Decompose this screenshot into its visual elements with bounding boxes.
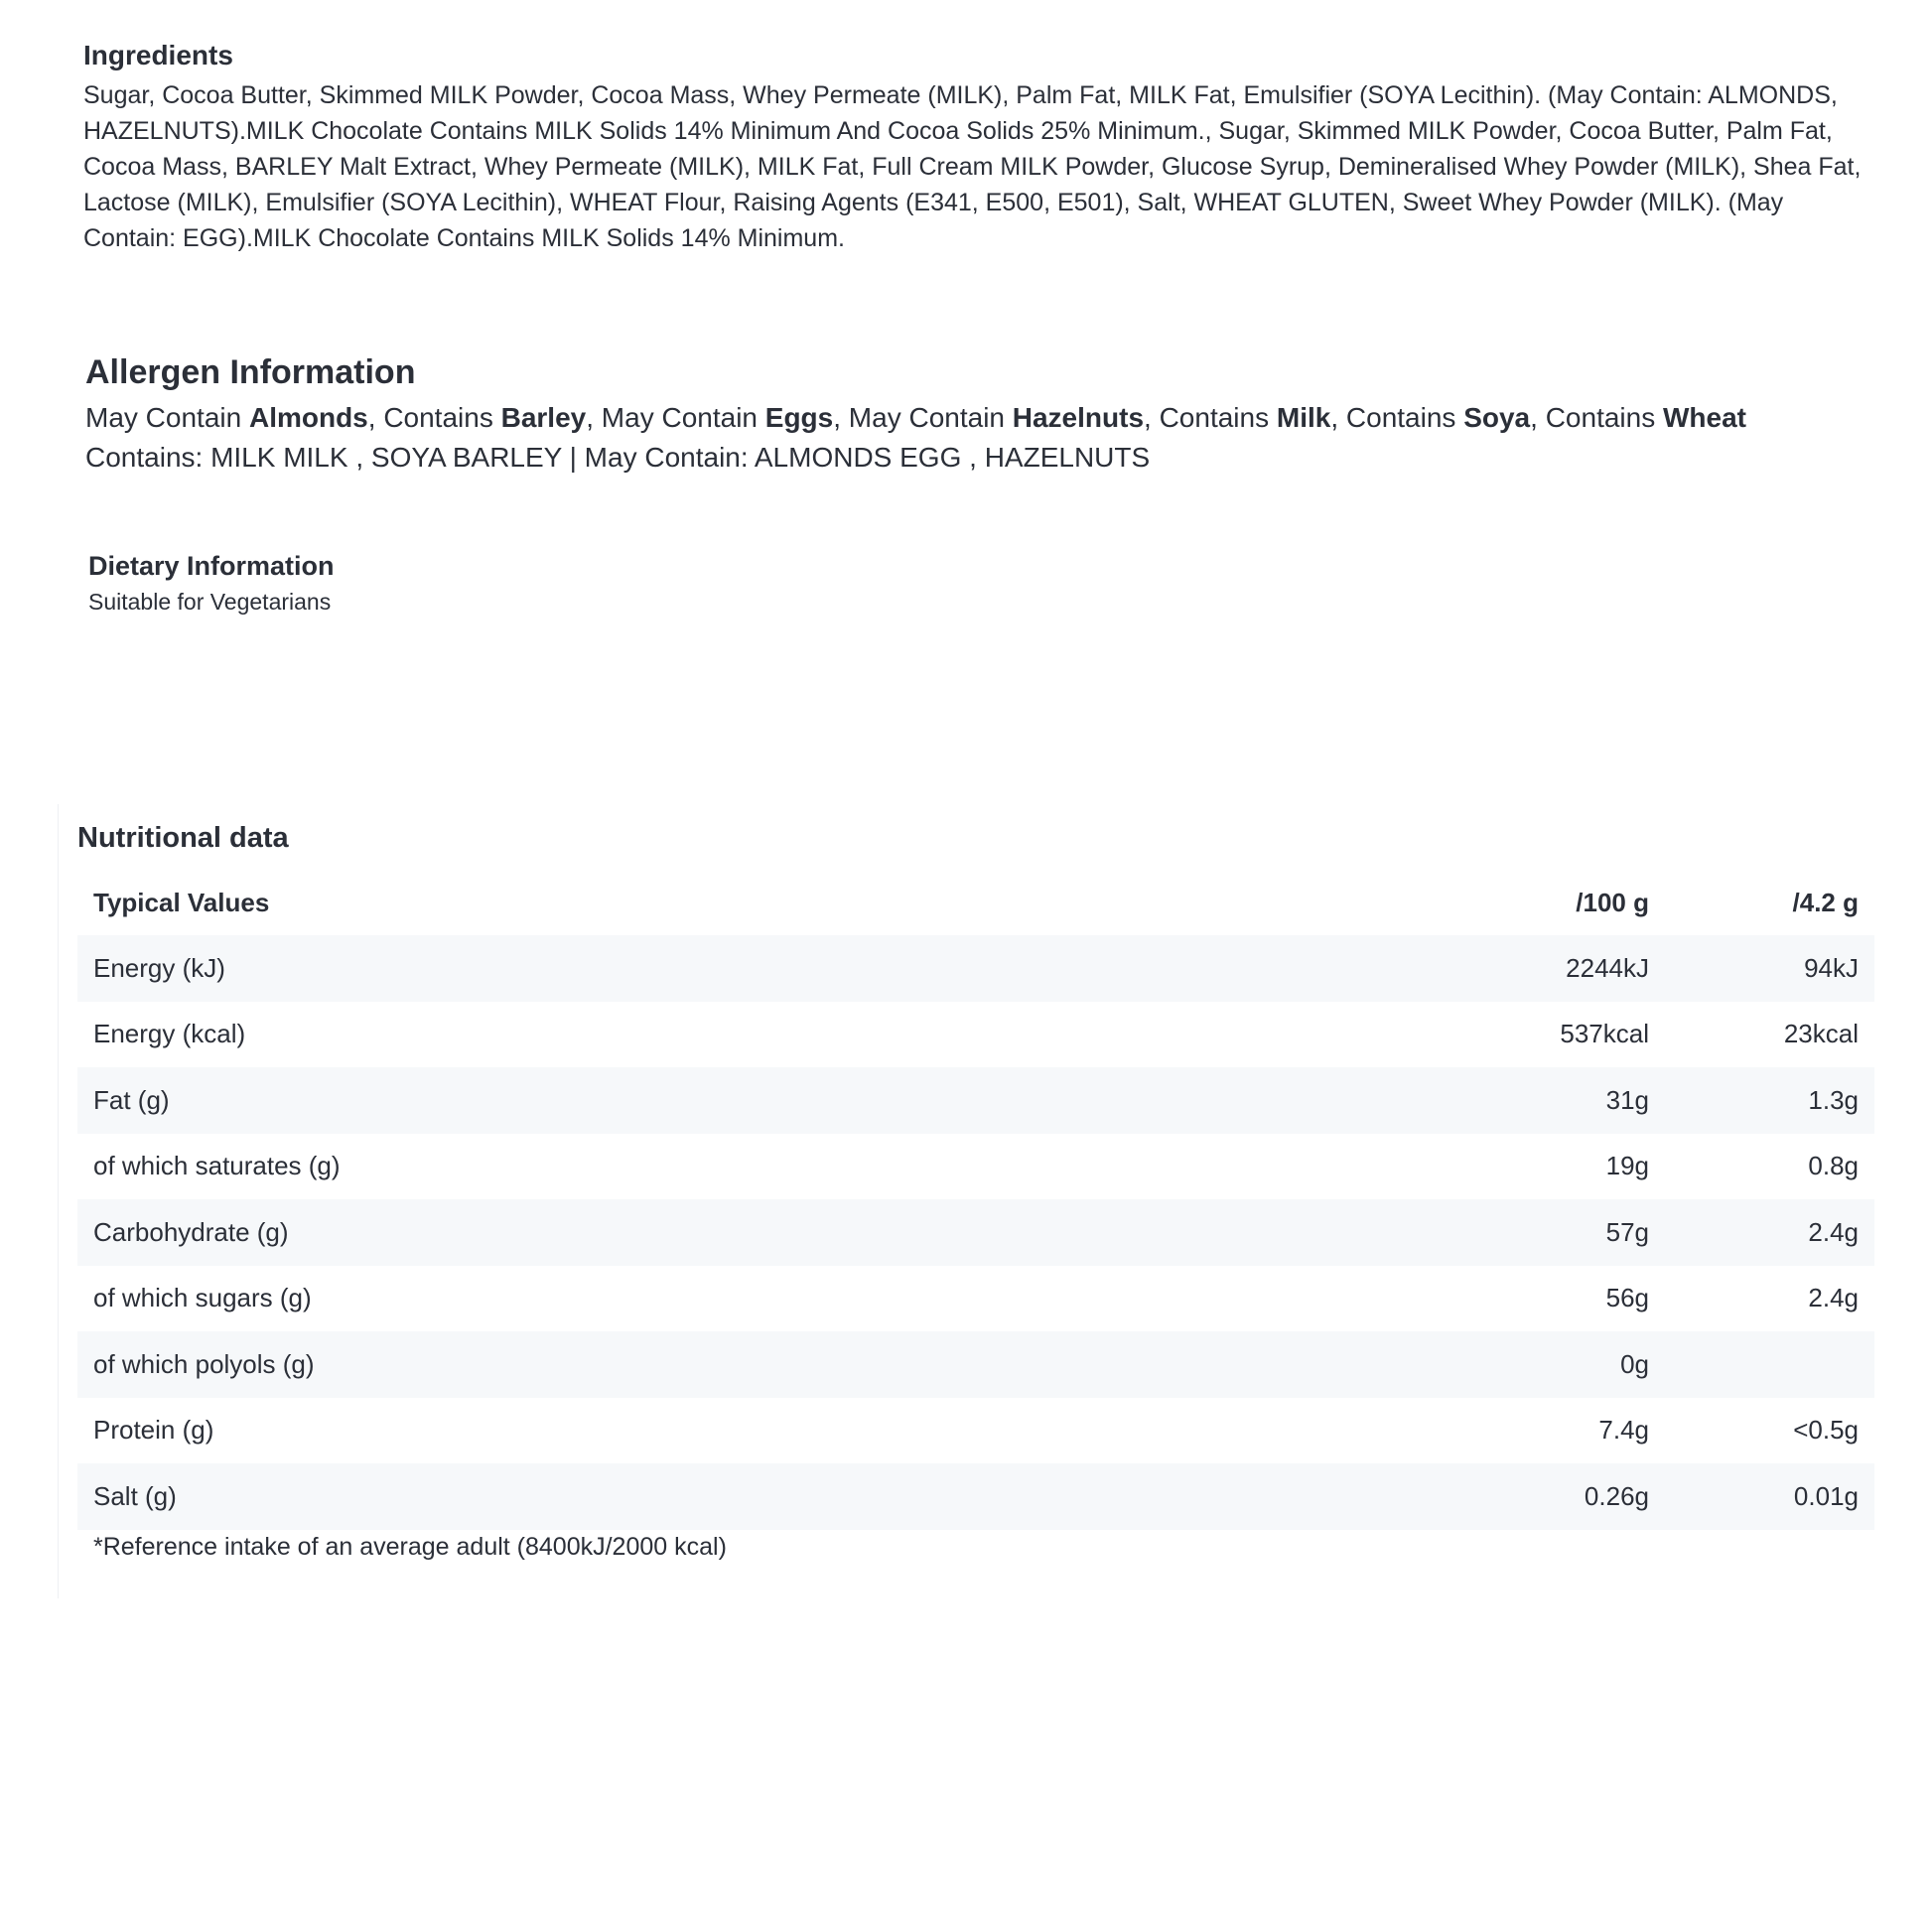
table-row <box>77 1463 1874 1530</box>
table-row <box>77 1266 1874 1332</box>
nutrition-title: Nutritional data <box>77 822 289 854</box>
row-label: Protein (g) <box>93 1415 214 1446</box>
row-per-100g: 2244kJ <box>1566 952 1649 983</box>
row-label: of which sugars (g) <box>93 1283 312 1313</box>
row-per-100g: 0g <box>1620 1348 1649 1379</box>
row-per-100g: 19g <box>1605 1151 1649 1181</box>
allergen-item: Contains Milk, <box>1159 402 1346 433</box>
row-per-serving: 2.4g <box>1808 1283 1859 1313</box>
table-row <box>77 1067 1874 1134</box>
dietary-section <box>88 551 883 618</box>
row-per-serving: 23kcal <box>1783 1019 1859 1049</box>
table-row <box>77 935 1874 1002</box>
allergen-item: Contains Wheat <box>1545 402 1746 433</box>
header-per-serving: /4.2 g <box>1792 887 1859 917</box>
row-per-serving: 0.01g <box>1793 1480 1859 1511</box>
nutrition-section <box>58 804 1875 1598</box>
allergen-item: May Contain Hazelnuts, <box>848 402 1160 433</box>
row-label: Carbohydrate (g) <box>93 1216 289 1247</box>
header-typical-values: Typical Values <box>93 887 270 917</box>
allergen-item: Contains Soya, <box>1345 402 1546 433</box>
ingredients-title: Ingredients <box>83 40 233 70</box>
row-label: Energy (kJ) <box>93 952 225 983</box>
row-per-100g: 31g <box>1605 1084 1649 1115</box>
table-row <box>77 1002 1874 1068</box>
allergen-summary: Contains: MILK MILK , SOYA BARLEY | May Contain: ALMONDS EGG , HAZELNUTS <box>85 442 1151 473</box>
row-per-100g: 7.4g <box>1598 1415 1649 1446</box>
allergen-list <box>85 398 1872 438</box>
dietary-text: Suitable for Vegetarians <box>88 589 332 615</box>
table-row <box>77 1331 1874 1398</box>
row-per-100g: 0.26g <box>1584 1480 1649 1511</box>
row-label: Energy (kcal) <box>93 1019 246 1049</box>
dietary-title: Dietary Information <box>88 551 335 581</box>
allergen-item: Contains Barley, <box>383 402 602 433</box>
nutrition-table <box>77 870 1874 1530</box>
row-label: Salt (g) <box>93 1480 177 1511</box>
allergen-item: May Contain Almonds, <box>85 402 384 433</box>
row-per-serving: 0.8g <box>1808 1151 1859 1181</box>
ingredients-section <box>83 40 1870 256</box>
ingredients-text: Sugar, Cocoa Butter, Skimmed MILK Powder, Cocoa Mass, Whey Permeate (MILK), Palm Fat, MILK Fat, Emulsifier (SOYA Lecithin). (May Contain: ALMONDS, HAZELNUTS).MILK Chocolate Contains MILK Solids 14% Minimum And Cocoa Solids 25% Minimum., Sugar, Skimmed MILK Powder, Cocoa Butter, Palm Fat, Cocoa Mass, BARLEY Malt Extract, Whey Permeate (MILK), MILK Fat, Full Cream MILK Powder, Glucose Syrup, Demineralised Whey Powder (MILK), Shea Fat, Lactose (MILK), Emulsifier (SOYA Lecithin), WHEAT Flour, Raising Agents (E341, E500, E501), Salt, WHEAT GLUTEN, Sweet Whey Powder (MILK). (May Contain: EGG).MILK Chocolate Contains MILK Solids 14% Minimum. <box>83 81 1862 252</box>
row-label: Fat (g) <box>93 1084 170 1115</box>
table-row <box>77 1398 1874 1464</box>
row-per-100g: 56g <box>1605 1283 1649 1313</box>
row-per-serving: 94kJ <box>1804 952 1859 983</box>
allergen-section <box>85 353 1872 478</box>
row-per-serving: <0.5g <box>1793 1415 1859 1446</box>
reference-intake-footnote: *Reference intake of an average adult (8400kJ/2000 kcal) <box>93 1533 727 1561</box>
table-row <box>77 1199 1874 1266</box>
row-per-100g: 537kcal <box>1560 1019 1649 1049</box>
row-label: of which polyols (g) <box>93 1348 315 1379</box>
row-per-serving: 1.3g <box>1808 1084 1859 1115</box>
row-label: of which saturates (g) <box>93 1151 341 1181</box>
nutrition-header-row <box>77 870 1874 935</box>
allergen-item: May Contain Eggs, <box>601 402 849 433</box>
header-per-100g: /100 g <box>1576 887 1649 917</box>
row-per-serving: 2.4g <box>1808 1216 1859 1247</box>
allergen-title: Allergen Information <box>85 353 416 391</box>
row-per-100g: 57g <box>1605 1216 1649 1247</box>
table-row <box>77 1134 1874 1200</box>
